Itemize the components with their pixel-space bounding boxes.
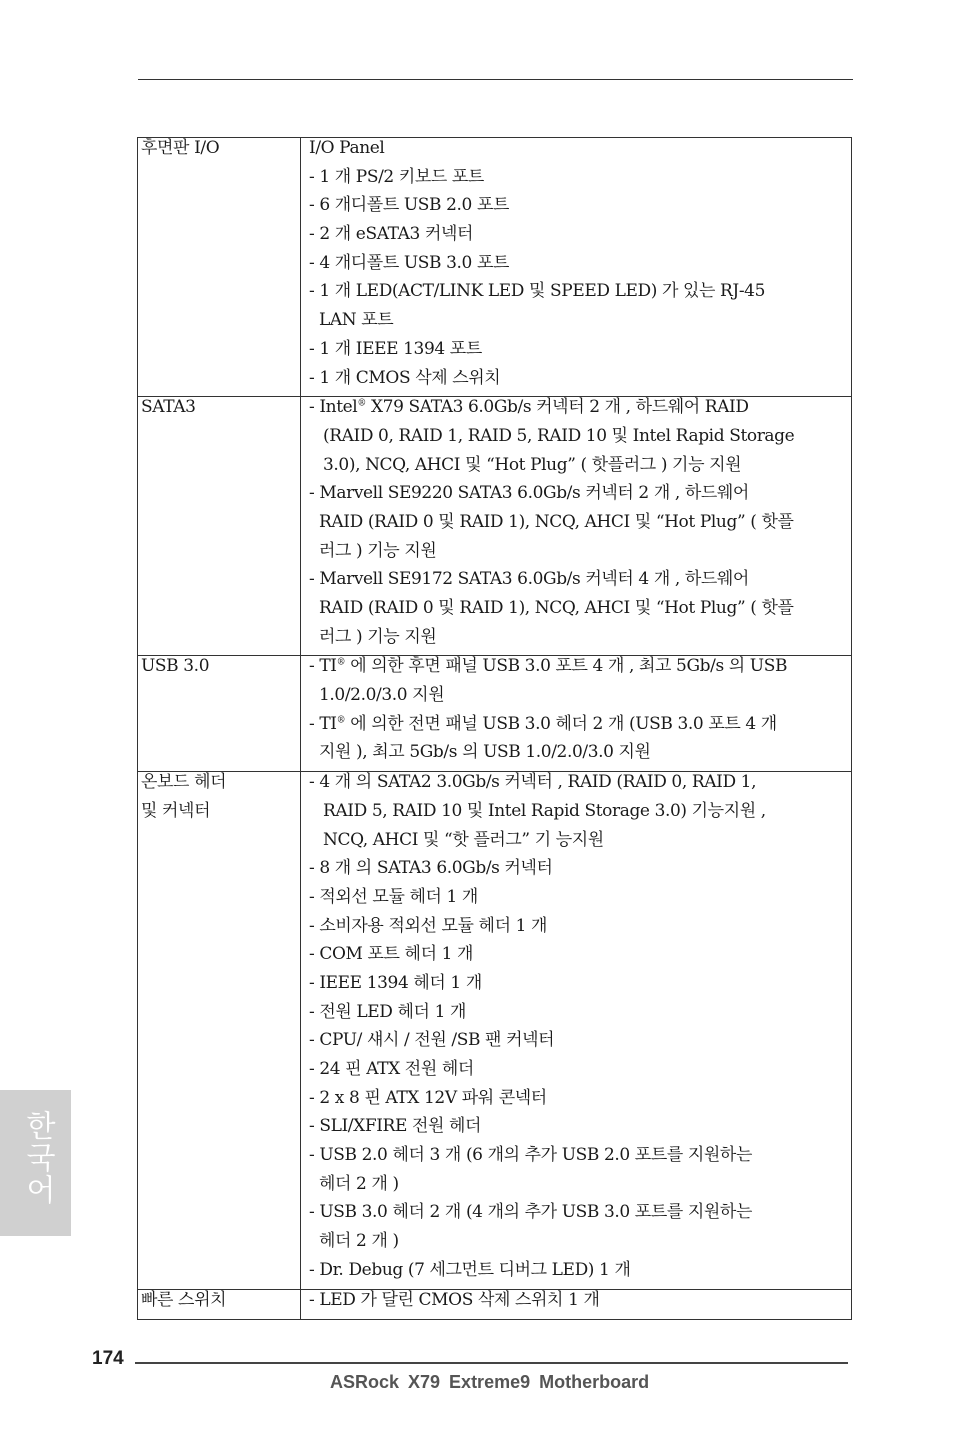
spec-line: - 24 핀 ATX 전원 헤더 [309,1059,474,1079]
spec-line: - USB 2.0 헤더 3 개 (6 개의 추가 USB 2.0 포트를 지원하는 [309,1145,752,1166]
language-side-tab [0,1090,71,1236]
spec-line: - Intel® X79 SATA3 6.0Gb/s 커넥터 2 개 , 하드웨어 RAID [309,397,749,418]
spec-label: 및 커넥터 [141,801,211,822]
spec-line: - 1 개 CMOS 삭제 스위치 [309,367,501,388]
spec-line: - 1 개 LED(ACT/LINK LED 및 SPEED LED) 가 있는 RJ-45 [309,281,766,302]
spec-label-cell [138,138,301,397]
spec-line: - LED 가 달린 CMOS 삭제 스위치 1 개 [309,1289,600,1310]
spec-line: - Dr. Debug (7 세그먼트 디버그 LED) 1 개 [309,1259,631,1280]
spec-line: RAID 5, RAID 10 및 Intel Rapid Storage 3.0) 기능지원 , [323,800,766,821]
spec-line: - 6 개디폴트 USB 2.0 포트 [309,195,510,216]
spec-line: - 2 개 eSATA3 커넥터 [309,224,474,245]
spec-line: - 전원 LED 헤더 1 개 [309,1001,467,1022]
spec-line: - 1 개 IEEE 1394 포트 [309,338,482,359]
spec-line: 러그 ) 기능 지원 [319,626,437,647]
spec-row-onboard-headers [138,772,852,1289]
spec-value-cell [301,138,852,397]
spec-line: 3.0), NCQ, AHCI 및 “Hot Plug” ( 핫플러그 ) 기능 지원 [323,454,742,475]
spec-line: - IEEE 1394 헤더 1 개 [309,972,482,993]
spec-line: - 4 개 의 SATA2 3.0Gb/s 커넥터 , RAID (RAID 0, RAID 1, [309,772,757,793]
spec-line: - Marvell SE9172 SATA3 6.0Gb/s 커넥터 4 개 , 하드웨어 [309,569,749,590]
spec-line: - Marvell SE9220 SATA3 6.0Gb/s 커넥터 2 개 , 하드웨어 [309,483,749,504]
spec-line: - 적외선 모듈 헤더 1 개 [309,886,478,907]
language-side-tab-label: 한국어 [20,1110,55,1206]
header-rule [138,79,853,80]
spec-line: - 2 x 8 핀 ATX 12V 파워 콘넥터 [309,1087,547,1108]
spec-line: - TI® 에 의한 전면 패널 USB 3.0 헤더 2 개 (USB 3.0 포트 4 개 [309,713,777,734]
spec-line: I/O Panel [309,138,385,158]
spec-row-usb3 [138,656,852,772]
spec-label: USB 3.0 [141,656,210,677]
spec-label: 온보드 헤더 [141,772,227,793]
spec-line: - 1 개 PS/2 키보드 포트 [309,166,484,187]
footer-rule [135,1362,848,1364]
spec-table [137,137,852,1320]
spec-value-cell [301,772,852,1289]
spec-line: 헤더 2 개 ) [319,1173,399,1194]
footer-title: ASRock X79 Extreme9 Motherboard [330,1372,650,1392]
spec-value-cell [301,656,852,772]
spec-label: 후면판 I/O [141,138,220,158]
spec-line: - SLI/XFIRE 전원 헤더 [309,1116,482,1137]
spec-line: - CPU/ 섀시 / 전원 /SB 팬 커넥터 [309,1030,555,1051]
spec-label-cell [138,397,301,656]
spec-line: 헤더 2 개 ) [319,1231,399,1252]
page-number: 174 [92,1348,124,1369]
spec-line: - 소비자용 적외선 모듈 헤더 1 개 [309,915,548,936]
spec-line: RAID (RAID 0 및 RAID 1), NCQ, AHCI 및 “Hot Plug” ( 핫플 [319,598,794,618]
spec-row-rear-io [138,138,852,397]
spec-line: RAID (RAID 0 및 RAID 1), NCQ, AHCI 및 “Hot Plug” ( 핫플 [319,511,794,532]
spec-line: 러그 ) 기능 지원 [319,540,437,561]
spec-line: - TI® 에 의한 후면 패널 USB 3.0 포트 4 개 , 최고 5Gb/s 의 USB [309,656,788,677]
spec-line: - 8 개 의 SATA3 6.0Gb/s 커넥터 [309,858,553,879]
spec-line: 1.0/2.0/3.0 지원 [319,685,445,706]
spec-label-cell [138,1289,301,1319]
spec-line: LAN 포트 [319,310,394,331]
spec-line: - USB 3.0 헤더 2 개 (4 개의 추가 USB 3.0 포트를 지원하는 [309,1202,752,1223]
spec-value-cell [301,397,852,656]
spec-label-cell [138,772,301,1289]
spec-row-sata3 [138,397,852,656]
spec-label: 빠른 스위치 [141,1289,227,1310]
spec-value-cell [301,1289,852,1319]
spec-line: (RAID 0, RAID 1, RAID 5, RAID 10 및 Intel Rapid Storage [323,425,795,446]
spec-line: NCQ, AHCI 및 “핫 플러그” 기 능지원 [323,829,604,850]
spec-line: 지원 ), 최고 5Gb/s 의 USB 1.0/2.0/3.0 지원 [319,742,651,763]
spec-line: - COM 포트 헤더 1 개 [309,944,474,965]
spec-label-cell [138,656,301,772]
spec-row-quick-switch [138,1289,852,1319]
spec-line: - 4 개디폴트 USB 3.0 포트 [309,252,510,273]
spec-label: SATA3 [141,397,196,418]
